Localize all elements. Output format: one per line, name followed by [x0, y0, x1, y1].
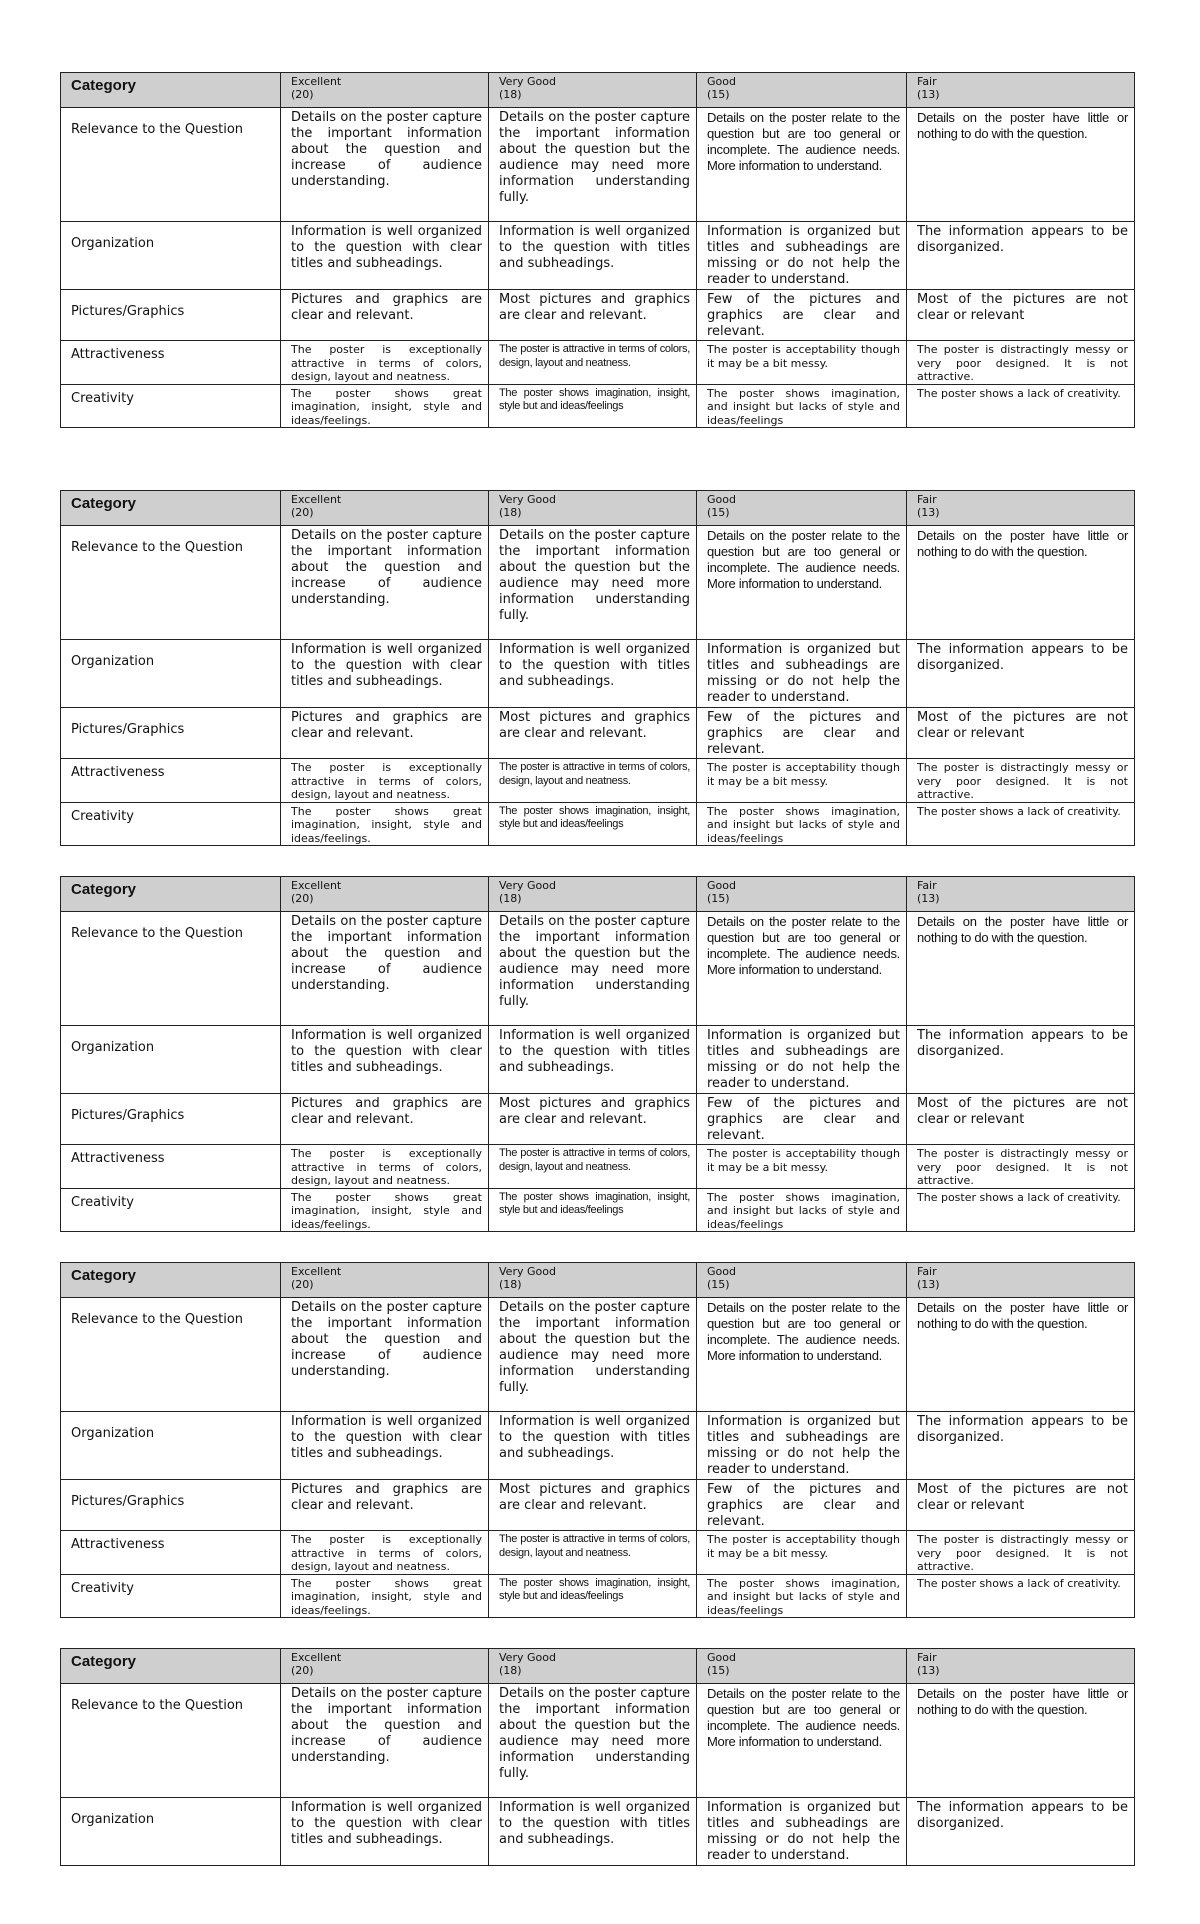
- level-points: (20): [291, 506, 314, 519]
- level-name: Good: [707, 1651, 736, 1664]
- criterion-description: Details on the poster have little or nothing to do with the question.: [907, 526, 1135, 640]
- level-name: Fair: [917, 1651, 937, 1664]
- level-points: (15): [707, 88, 730, 101]
- level-points: (13): [917, 1278, 940, 1291]
- criterion-description: The poster is attractive in terms of colors, design, layout and neatness.: [489, 341, 697, 385]
- criterion-description: Details on the poster capture the important information about the question but the audience may need more information understanding fully.: [489, 526, 697, 640]
- criterion-description: Information is well organized to the question with titles and subheadings.: [489, 222, 697, 290]
- criterion-description: Information is well organized to the question with clear titles and subheadings.: [281, 1026, 489, 1094]
- level-header: [907, 877, 1135, 912]
- criterion-name: Attractiveness: [61, 341, 281, 385]
- criterion-description: The poster shows a lack of creativity.: [907, 802, 1135, 846]
- criterion-description: Information is well organized to the question with titles and subheadings.: [489, 1026, 697, 1094]
- criterion-description: The poster shows great imagination, insight, style and ideas/feelings.: [281, 802, 489, 846]
- level-name: Excellent: [291, 1651, 342, 1664]
- header-row: [61, 73, 1135, 108]
- level-header: [281, 1263, 489, 1298]
- level-name: Very Good: [499, 879, 556, 892]
- criterion-row: [61, 1574, 1135, 1618]
- header-row: [61, 491, 1135, 526]
- criterion-row: [61, 1145, 1135, 1189]
- criterion-description: Details on the poster relate to the question but are too general or incomplete. The audience needs. More information to understand.: [697, 912, 907, 1026]
- criterion-description: Most pictures and graphics are clear and relevant.: [489, 1094, 697, 1145]
- rubric-table: [60, 72, 1135, 428]
- criterion-row: [61, 108, 1135, 222]
- level-points: (13): [917, 1664, 940, 1677]
- level-header: [907, 73, 1135, 108]
- level-header: [697, 491, 907, 526]
- level-points: (18): [499, 1278, 522, 1291]
- criterion-row: [61, 341, 1135, 385]
- criterion-description: Details on the poster have little or nothing to do with the question.: [907, 1684, 1135, 1798]
- criterion-description: The poster shows imagination, insight, style but and ideas/feelings: [489, 1574, 697, 1618]
- level-header: [697, 1649, 907, 1684]
- criterion-row: [61, 912, 1135, 1026]
- criterion-description: Details on the poster capture the important information about the question but the audience may need more information understanding fully.: [489, 108, 697, 222]
- level-name: Very Good: [499, 75, 556, 88]
- criterion-description: Pictures and graphics are clear and relevant.: [281, 708, 489, 759]
- criterion-name: Attractiveness: [61, 759, 281, 803]
- criterion-description: The poster is acceptability though it may be a bit messy.: [697, 341, 907, 385]
- rubric-table: [60, 1648, 1135, 1866]
- criterion-description: Most of the pictures are not clear or relevant: [907, 708, 1135, 759]
- criterion-row: [61, 759, 1135, 803]
- level-points: (15): [707, 1664, 730, 1677]
- criterion-description: The poster shows imagination, and insight but lacks of style and ideas/feelings: [697, 384, 907, 428]
- criterion-row: [61, 1531, 1135, 1575]
- criterion-description: Most of the pictures are not clear or relevant: [907, 1094, 1135, 1145]
- level-header: [907, 1649, 1135, 1684]
- criterion-name: Creativity: [61, 1188, 281, 1232]
- criterion-row: [61, 1298, 1135, 1412]
- criterion-name: Relevance to the Question: [61, 1298, 281, 1412]
- level-header: [907, 1263, 1135, 1298]
- criterion-description: The information appears to be disorganized.: [907, 640, 1135, 708]
- criterion-description: The poster is distractingly messy or very poor designed. It is not attractive.: [907, 341, 1135, 385]
- criterion-description: The poster is attractive in terms of colors, design, layout and neatness.: [489, 759, 697, 803]
- criterion-description: Information is organized but titles and subheadings are missing or do not help the reader to understand.: [697, 1412, 907, 1480]
- criterion-description: The poster shows imagination, and insight but lacks of style and ideas/feelings: [697, 1188, 907, 1232]
- criterion-description: Information is well organized to the question with clear titles and subheadings.: [281, 1412, 489, 1480]
- level-points: (20): [291, 88, 314, 101]
- criterion-description: Information is organized but titles and subheadings are missing or do not help the reader to understand.: [697, 1798, 907, 1866]
- criterion-description: Few of the pictures and graphics are clear and relevant.: [697, 1480, 907, 1531]
- level-points: (13): [917, 88, 940, 101]
- criterion-row: [61, 1412, 1135, 1480]
- level-name: Fair: [917, 879, 937, 892]
- criterion-name: Attractiveness: [61, 1145, 281, 1189]
- header-row: [61, 877, 1135, 912]
- level-points: (13): [917, 506, 940, 519]
- criterion-description: The poster is attractive in terms of colors, design, layout and neatness.: [489, 1145, 697, 1189]
- criterion-row: [61, 1684, 1135, 1798]
- criterion-description: Information is organized but titles and subheadings are missing or do not help the reader to understand.: [697, 222, 907, 290]
- criterion-name: Organization: [61, 222, 281, 290]
- criterion-description: The poster shows imagination, insight, style but and ideas/feelings: [489, 1188, 697, 1232]
- criterion-description: Details on the poster capture the important information about the question and increase of audience understanding.: [281, 1298, 489, 1412]
- level-header: [281, 491, 489, 526]
- criterion-description: Pictures and graphics are clear and relevant.: [281, 290, 489, 341]
- level-points: (13): [917, 892, 940, 905]
- criterion-name: Relevance to the Question: [61, 912, 281, 1026]
- criterion-name: Organization: [61, 1798, 281, 1866]
- criterion-description: The poster shows great imagination, insight, style and ideas/feelings.: [281, 1574, 489, 1618]
- criterion-description: The poster shows imagination, and insight but lacks of style and ideas/feelings: [697, 1574, 907, 1618]
- level-name: Very Good: [499, 1265, 556, 1278]
- criterion-name: Organization: [61, 640, 281, 708]
- criterion-description: Details on the poster relate to the question but are too general or incomplete. The audience needs. More information to understand.: [697, 1684, 907, 1798]
- criterion-name: Pictures/Graphics: [61, 290, 281, 341]
- criterion-description: Details on the poster capture the important information about the question but the audience may need more information understanding fully.: [489, 1298, 697, 1412]
- criterion-description: Details on the poster have little or nothing to do with the question.: [907, 108, 1135, 222]
- category-header: Category: [61, 73, 281, 108]
- level-name: Excellent: [291, 75, 342, 88]
- level-points: (20): [291, 1664, 314, 1677]
- criterion-name: Creativity: [61, 802, 281, 846]
- level-header: [489, 1649, 697, 1684]
- criterion-row: [61, 1798, 1135, 1866]
- rubric-table: [60, 1262, 1135, 1618]
- level-name: Fair: [917, 493, 937, 506]
- criterion-description: Details on the poster capture the important information about the question and increase of audience understanding.: [281, 1684, 489, 1798]
- criterion-name: Creativity: [61, 384, 281, 428]
- criterion-description: The information appears to be disorganized.: [907, 222, 1135, 290]
- criterion-name: Pictures/Graphics: [61, 708, 281, 759]
- criterion-description: Few of the pictures and graphics are clear and relevant.: [697, 1094, 907, 1145]
- level-points: (15): [707, 506, 730, 519]
- level-name: Excellent: [291, 879, 342, 892]
- criterion-description: Details on the poster capture the important information about the question but the audience may need more information understanding fully.: [489, 1684, 697, 1798]
- criterion-description: Information is well organized to the question with titles and subheadings.: [489, 1798, 697, 1866]
- criterion-row: [61, 222, 1135, 290]
- criterion-row: [61, 1094, 1135, 1145]
- criterion-description: Details on the poster capture the important information about the question and increase of audience understanding.: [281, 526, 489, 640]
- criterion-description: The poster is attractive in terms of colors, design, layout and neatness.: [489, 1531, 697, 1575]
- criterion-name: Attractiveness: [61, 1531, 281, 1575]
- criterion-row: [61, 708, 1135, 759]
- criterion-name: Organization: [61, 1412, 281, 1480]
- criterion-description: The poster is acceptability though it may be a bit messy.: [697, 759, 907, 803]
- criterion-description: Most pictures and graphics are clear and relevant.: [489, 1480, 697, 1531]
- level-points: (15): [707, 1278, 730, 1291]
- level-points: (20): [291, 892, 314, 905]
- criterion-description: The poster is distractingly messy or very poor designed. It is not attractive.: [907, 1145, 1135, 1189]
- criterion-row: [61, 384, 1135, 428]
- criterion-description: The poster shows a lack of creativity.: [907, 1188, 1135, 1232]
- criterion-name: Pictures/Graphics: [61, 1094, 281, 1145]
- level-points: (18): [499, 1664, 522, 1677]
- criterion-name: Relevance to the Question: [61, 108, 281, 222]
- criterion-row: [61, 526, 1135, 640]
- criterion-description: The poster shows a lack of creativity.: [907, 384, 1135, 428]
- criterion-description: The information appears to be disorganized.: [907, 1412, 1135, 1480]
- criterion-description: Details on the poster have little or nothing to do with the question.: [907, 912, 1135, 1026]
- category-header: Category: [61, 877, 281, 912]
- criterion-description: Most of the pictures are not clear or relevant: [907, 290, 1135, 341]
- criterion-name: Creativity: [61, 1574, 281, 1618]
- header-row: [61, 1263, 1135, 1298]
- criterion-description: The poster shows great imagination, insight, style and ideas/feelings.: [281, 1188, 489, 1232]
- level-header: [281, 877, 489, 912]
- level-name: Good: [707, 75, 736, 88]
- criterion-description: Information is well organized to the question with clear titles and subheadings.: [281, 1798, 489, 1866]
- level-header: [697, 1263, 907, 1298]
- criterion-description: Details on the poster have little or nothing to do with the question.: [907, 1298, 1135, 1412]
- criterion-description: Most of the pictures are not clear or relevant: [907, 1480, 1135, 1531]
- level-header: [697, 877, 907, 912]
- criterion-description: Few of the pictures and graphics are clear and relevant.: [697, 290, 907, 341]
- level-header: [489, 877, 697, 912]
- category-header: Category: [61, 1649, 281, 1684]
- level-name: Fair: [917, 1265, 937, 1278]
- criterion-row: [61, 1188, 1135, 1232]
- criterion-name: Pictures/Graphics: [61, 1480, 281, 1531]
- criterion-description: Pictures and graphics are clear and relevant.: [281, 1480, 489, 1531]
- criterion-description: The poster is acceptability though it may be a bit messy.: [697, 1531, 907, 1575]
- criterion-name: Relevance to the Question: [61, 1684, 281, 1798]
- criterion-description: Few of the pictures and graphics are clear and relevant.: [697, 708, 907, 759]
- criterion-description: Details on the poster relate to the question but are too general or incomplete. The audience needs. More information to understand.: [697, 1298, 907, 1412]
- criterion-description: The poster is exceptionally attractive in terms of colors, design, layout and neatness.: [281, 759, 489, 803]
- level-name: Fair: [917, 75, 937, 88]
- criterion-description: Information is organized but titles and subheadings are missing or do not help the reader to understand.: [697, 640, 907, 708]
- level-name: Good: [707, 493, 736, 506]
- criterion-description: Details on the poster relate to the question but are too general or incomplete. The audience needs. More information to understand.: [697, 108, 907, 222]
- criterion-description: The poster is acceptability though it may be a bit messy.: [697, 1145, 907, 1189]
- criterion-description: The poster is exceptionally attractive in terms of colors, design, layout and neatness.: [281, 1531, 489, 1575]
- criterion-name: Organization: [61, 1026, 281, 1094]
- criterion-row: [61, 802, 1135, 846]
- criterion-description: The poster is exceptionally attractive in terms of colors, design, layout and neatness.: [281, 341, 489, 385]
- criterion-description: Details on the poster capture the important information about the question but the audience may need more information understanding fully.: [489, 912, 697, 1026]
- criterion-description: Information is well organized to the question with titles and subheadings.: [489, 1412, 697, 1480]
- level-header: [489, 491, 697, 526]
- criterion-description: The poster shows a lack of creativity.: [907, 1574, 1135, 1618]
- category-header: Category: [61, 491, 281, 526]
- criterion-description: The poster shows imagination, insight, style but and ideas/feelings: [489, 802, 697, 846]
- level-name: Good: [707, 879, 736, 892]
- level-header: [281, 73, 489, 108]
- criterion-description: The information appears to be disorganized.: [907, 1026, 1135, 1094]
- rubric-table: [60, 490, 1135, 846]
- criterion-name: Relevance to the Question: [61, 526, 281, 640]
- criterion-row: [61, 640, 1135, 708]
- criterion-description: Information is well organized to the question with clear titles and subheadings.: [281, 222, 489, 290]
- level-points: (20): [291, 1278, 314, 1291]
- level-header: [489, 1263, 697, 1298]
- criterion-description: Information is well organized to the question with clear titles and subheadings.: [281, 640, 489, 708]
- level-name: Excellent: [291, 1265, 342, 1278]
- level-points: (15): [707, 892, 730, 905]
- level-header: [281, 1649, 489, 1684]
- level-points: (18): [499, 88, 522, 101]
- criterion-description: The information appears to be disorganized.: [907, 1798, 1135, 1866]
- criterion-row: [61, 1026, 1135, 1094]
- level-name: Good: [707, 1265, 736, 1278]
- criterion-description: The poster shows imagination, and insight but lacks of style and ideas/feelings: [697, 802, 907, 846]
- rubric-table: [60, 876, 1135, 1232]
- criterion-description: Information is well organized to the question with titles and subheadings.: [489, 640, 697, 708]
- level-points: (18): [499, 892, 522, 905]
- criterion-description: Details on the poster capture the important information about the question and increase of audience understanding.: [281, 912, 489, 1026]
- category-header: Category: [61, 1263, 281, 1298]
- criterion-description: Details on the poster relate to the question but are too general or incomplete. The audience needs. More information to understand.: [697, 526, 907, 640]
- criterion-description: Pictures and graphics are clear and relevant.: [281, 1094, 489, 1145]
- criterion-description: Information is organized but titles and subheadings are missing or do not help the reader to understand.: [697, 1026, 907, 1094]
- level-name: Very Good: [499, 1651, 556, 1664]
- level-header: [907, 491, 1135, 526]
- criterion-description: The poster is distractingly messy or very poor designed. It is not attractive.: [907, 1531, 1135, 1575]
- criterion-description: The poster shows great imagination, insight, style and ideas/feelings.: [281, 384, 489, 428]
- criterion-description: Details on the poster capture the important information about the question and increase of audience understanding.: [281, 108, 489, 222]
- criterion-description: Most pictures and graphics are clear and relevant.: [489, 290, 697, 341]
- level-points: (18): [499, 506, 522, 519]
- criterion-description: Most pictures and graphics are clear and relevant.: [489, 708, 697, 759]
- level-header: [697, 73, 907, 108]
- header-row: [61, 1649, 1135, 1684]
- criterion-description: The poster shows imagination, insight, style but and ideas/feelings: [489, 384, 697, 428]
- criterion-description: The poster is distractingly messy or very poor designed. It is not attractive.: [907, 759, 1135, 803]
- criterion-row: [61, 1480, 1135, 1531]
- criterion-row: [61, 290, 1135, 341]
- level-header: [489, 73, 697, 108]
- level-name: Very Good: [499, 493, 556, 506]
- level-name: Excellent: [291, 493, 342, 506]
- criterion-description: The poster is exceptionally attractive in terms of colors, design, layout and neatness.: [281, 1145, 489, 1189]
